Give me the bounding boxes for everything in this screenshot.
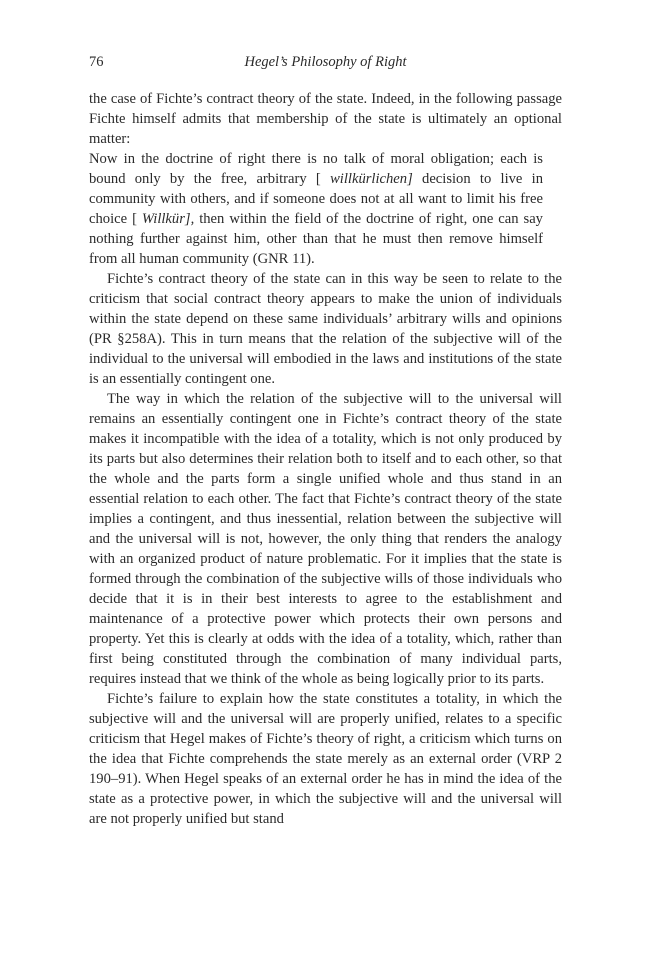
quote-term-willkurlichen: willkürlichen] (330, 171, 413, 187)
paragraph-continuation: the case of Fichte’s contract theory of the state. Indeed, in the following passage Fichte himself admits that membership of the state is ultimately an optional matter: (89, 91, 562, 147)
block-quote (89, 149, 543, 269)
quote-text-3: then within the field of the doctrine of right, one can say nothing further against him, other than that he must then remove himself from all human community (GNR 11). (89, 211, 543, 267)
running-title: Hegel’s Philosophy of Right (244, 54, 407, 70)
quote-text-1: Now in the doctrine of right there is no talk of moral obligation; each is bound only by the free, arbitrary [ (89, 151, 543, 187)
quote-term-willkur: Willkür], (141, 211, 195, 227)
page-header (89, 54, 562, 74)
paragraph: The way in which the relation of the subjective will to the universal will remains an essentially contingent one in Fichte’s contract theory of the state makes it incompatible with the idea of a totality, which is not only produced by its parts but also determines their relation both to itself and to each other, so that the whole and the parts form a single unified whole and thus stand in an essential relation to each other. The fact that Fichte’s contract theory of the state implies a contingent, and thus inessential, relation between the subjective will and the universal will is not, however, the only thing that renders the analogy with an organized product of nature problematic. For it implies that the state is formed through the combination of the subjective wills of those individuals who decide that it is in their best interests to agree to the establishment and maintenance of a protective power which protects their own persons and property. Yet this is clearly at odds with the idea of a totality, which, rather than first being constituted through the combination of many individual parts, requires instead that we think of the whole as being logically prior to its parts. (89, 391, 562, 687)
paragraph: Fichte’s contract theory of the state can in this way be seen to relate to the criticism that social contract theory appears to make the union of individuals within the state depend on these same individuals’ arbitrary wills and opinions (PR §258A). This in turn means that the relation of the subjective will of the individual to the universal will embodied in the laws and institutions of the state is an essentially contingent one. (89, 271, 562, 387)
page-body (89, 89, 562, 829)
quote-text-2: decision to live in community with others, and if someone does not at all want to limit his free choice [ (89, 171, 544, 227)
page-number: 76 (89, 54, 104, 70)
paragraph: Fichte’s failure to explain how the state constitutes a totality, in which the subjective will and the universal will are properly unified, relates to a specific criticism that Hegel makes of Fichte’s theory of right, a criticism which turns on the idea that Fichte comprehends the state merely as an external order (VRP 2 190–91). When Hegel speaks of an external order he has in mind the idea of the state as a protective power, in which the subjective will and the universal will are not properly unified but stand (89, 691, 562, 827)
